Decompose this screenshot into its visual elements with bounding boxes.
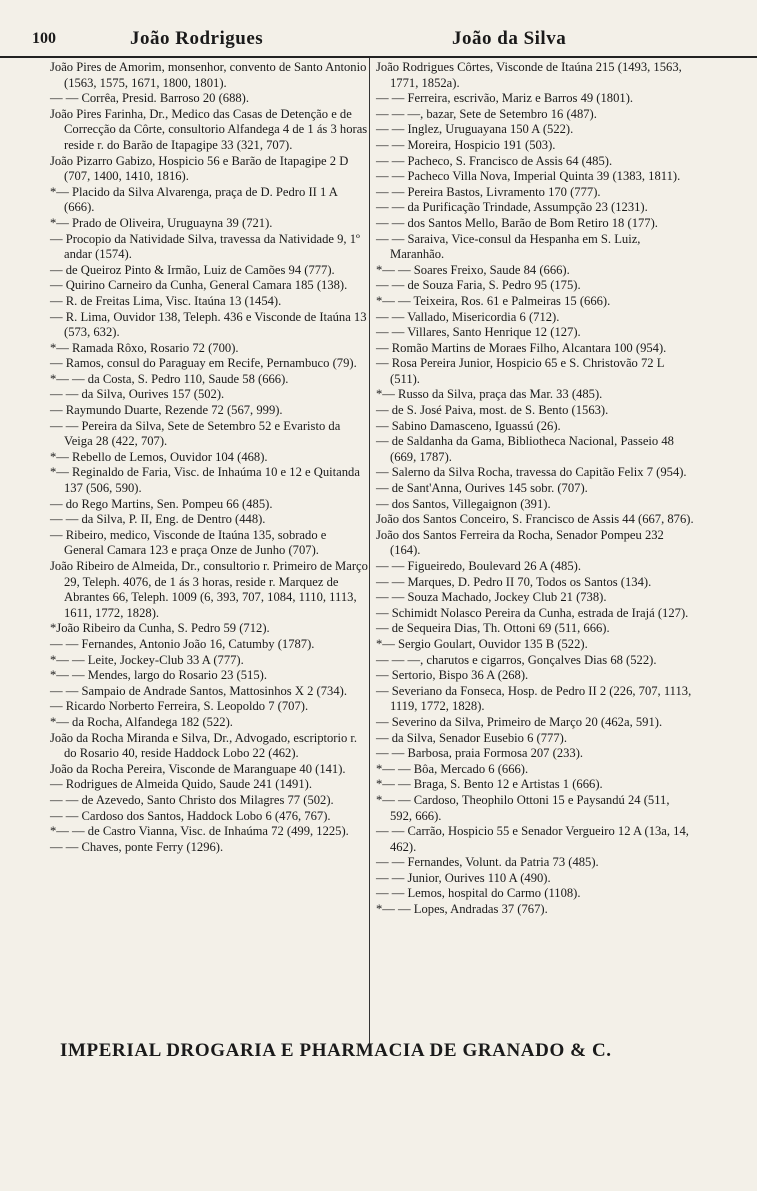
directory-entry: — R. de Freitas Lima, Visc. Itaúna 13 (1454). <box>50 293 282 308</box>
running-header <box>0 14 757 58</box>
directory-entry: *— Russo da Silva, praça das Mar. 33 (485). <box>376 387 603 402</box>
directory-entry: — Ricardo Norberto Ferreira, S. Leopoldo 7 (707). <box>50 699 309 714</box>
directory-entry: — da Silva, Senador Eusebio 6 (777). <box>376 730 567 745</box>
directory-entry: — — Fernandes, Volunt. da Patria 73 (485). <box>376 855 599 870</box>
directory-entry: — Schimidt Nolasco Pereira da Cunha, estrada de Irajá (127). <box>376 605 689 620</box>
directory-entry: — — Souza Machado, Jockey Club 21 (738). <box>376 590 607 605</box>
directory-entry: *— Prado de Oliveira, Uruguayna 39 (721). <box>50 215 273 230</box>
right-column <box>376 60 694 918</box>
directory-entry: — — Pereira Bastos, Livramento 170 (777). <box>376 184 601 199</box>
directory-entry: — Quirino Carneiro da Cunha, General Camara 185 (138). <box>50 278 348 293</box>
directory-entry: — — Moreira, Hospicio 191 (503). <box>376 137 556 152</box>
left-running-title: João Rodrigues <box>130 28 264 49</box>
directory-entry: — R. Lima, Ouvidor 138, Teleph. 436 e Visconde de Itaúna 13 (573, 632). <box>50 309 367 340</box>
directory-entry: — do Rego Martins, Sen. Pompeu 66 (485). <box>50 496 273 511</box>
directory-entry: *— Sergio Goulart, Ouvidor 135 B (522). <box>376 636 588 651</box>
directory-entry: — — Barbosa, praia Formosa 207 (233). <box>376 746 584 761</box>
directory-entry: João Rodrigues Côrtes, Visconde de Itaúna 215 (1493, 1563, 1771, 1852a). <box>376 60 682 90</box>
directory-entry: João Pires de Amorim, monsenhor, convento de Santo Antonio (1563, 1575, 1671, 1800, 1801). <box>50 60 367 90</box>
directory-entry: — Severiano da Fonseca, Hosp. de Pedro II 2 (226, 707, 1113, 1119, 1772, 1828). <box>376 683 692 714</box>
directory-entry: — — Corrêa, Presid. Barroso 20 (688). <box>50 91 250 106</box>
directory-entry: *— da Rocha, Alfandega 182 (522). <box>50 714 233 729</box>
left-column <box>50 60 368 855</box>
directory-entry: *— — Lopes, Andradas 37 (767). <box>376 902 548 917</box>
directory-entry: — dos Santos, Villegaignon (391). <box>376 496 551 511</box>
directory-entry: *— — Bôa, Mercado 6 (666). <box>376 761 529 776</box>
directory-entry: João dos Santos Ferreira da Rocha, Senador Pompeu 232 (164). <box>376 527 664 558</box>
directory-entry: — Raymundo Duarte, Rezende 72 (567, 999). <box>50 403 283 418</box>
directory-entry: — — Villares, Santo Henrique 12 (127). <box>376 325 581 340</box>
directory-entry: — Romão Martins de Moraes Filho, Alcantara 100 (954). <box>376 340 667 355</box>
directory-entry: — — Ferreira, escrivão, Mariz e Barros 49 (1801). <box>376 91 634 106</box>
directory-entry: *— Ramada Rôxo, Rosario 72 (700). <box>50 340 239 355</box>
directory-entry: João Pizarro Gabizo, Hospicio 56 e Barão de Itapagipe 2 D (707, 1400, 1410, 1816). <box>50 153 349 184</box>
directory-entry: — — Sampaio de Andrade Santos, Mattosinhos X 2 (734). <box>50 683 347 698</box>
directory-entry: — de Sequeira Dias, Th. Ottoni 69 (511, 666). <box>376 621 610 636</box>
directory-entry: — — —, charutos e cigarros, Gonçalves Dias 68 (522). <box>376 652 657 667</box>
directory-entry: *— — Teixeira, Ros. 61 e Palmeiras 15 (666). <box>376 293 611 308</box>
directory-entry: *— — Cardoso, Theophilo Ottoni 15 e Paysandú 24 (511, 592, 666). <box>376 792 670 823</box>
directory-entry: *João Ribeiro da Cunha, S. Pedro 59 (712). <box>50 621 270 636</box>
directory-entry-bold: João da Rocha Miranda e Silva, Dr., Advogado, escriptorio r. do Rosario 40, reside Haddock Lobo 22 (462). <box>50 730 358 761</box>
directory-entry: — Ramos, consul do Paraguay em Recife, Pernambuco (79). <box>50 356 357 371</box>
directory-entry: — Rosa Pereira Junior, Hospicio 65 e S. Christovão 72 L (511). <box>376 356 664 386</box>
directory-entry: — de S. José Paiva, most. de S. Bento (1563). <box>376 403 609 418</box>
directory-entry: *— Placido da Silva Alvarenga, praça de D. Pedro II 1 A (666). <box>50 184 338 215</box>
column-divider <box>369 58 370 1053</box>
directory-entry: — Sertorio, Bispo 36 A (268). <box>376 668 529 683</box>
directory-entry: — Procopio da Natividade Silva, travessa da Natividade 9, 1º andar (1574). <box>50 231 360 262</box>
directory-entry: — — da Purificação Trindade, Assumpção 23 (1231). <box>376 200 648 215</box>
directory-entry: — de Queiroz Pinto & Irmão, Luiz de Camões 94 (777). <box>50 262 335 277</box>
directory-entry: *— Rebello de Lemos, Ouvidor 104 (468). <box>50 449 268 464</box>
directory-entry: — de Sant'Anna, Ourives 145 sobr. (707). <box>376 481 588 496</box>
directory-entry: *— — Mendes, largo do Rosario 23 (515). <box>50 668 267 683</box>
directory-entry: — — Figueiredo, Boulevard 26 A (485). <box>376 559 581 573</box>
directory-entry: — — Cardoso dos Santos, Haddock Lobo 6 (476, 767). <box>50 808 331 823</box>
directory-entry: *— — de Castro Vianna, Visc. de Inhaúma 72 (499, 1225). <box>50 824 349 839</box>
directory-entry: — — Lemos, hospital do Carmo (1108). <box>376 886 581 901</box>
directory-entry: *— Reginaldo de Faria, Visc. de Inhaúma 10 e 12 e Quitanda 137 (506, 590). <box>50 465 360 496</box>
directory-entry: João da Rocha Pereira, Visconde de Maranguape 40 (141). <box>50 761 346 776</box>
directory-entry: — — Marques, D. Pedro II 70, Todos os Santos (134). <box>376 574 652 589</box>
directory-entry: — — Vallado, Misericordia 6 (712). <box>376 309 560 324</box>
directory-entry: — — Carrão, Hospicio 55 e Senador Vergueiro 12 A (13a, 14, 462). <box>376 824 689 854</box>
directory-entry: — — de Souza Faria, S. Pedro 95 (175). <box>376 278 581 293</box>
directory-entry: — — Inglez, Uruguayana 150 A (522). <box>376 122 574 137</box>
directory-entry: — Severino da Silva, Primeiro de Março 20 (462a, 591). <box>376 714 663 729</box>
directory-entry: — — Chaves, ponte Ferry (1296). <box>50 839 224 854</box>
directory-entry: *— — Soares Freixo, Saude 84 (666). <box>376 262 570 277</box>
directory-entry: — Ribeiro, medico, Visconde de Itaúna 135, sobrado e General Camara 123 e praça Onze de Junho (707). <box>50 527 327 558</box>
directory-entry: — — Pacheco Villa Nova, Imperial Quinta 39 (1383, 1811). <box>376 169 681 184</box>
directory-entry: — — Pereira da Silva, Sete de Setembro 52 e Evaristo da Veiga 28 (422, 707). <box>50 418 341 449</box>
directory-entry: — — de Azevedo, Santo Christo dos Milagres 77 (502). <box>50 792 334 807</box>
right-running-title: João da Silva <box>452 28 567 49</box>
directory-entry: *— — Leite, Jockey-Club 33 A (777). <box>50 652 244 667</box>
directory-entry: *— — Braga, S. Bento 12 e Artistas 1 (666). <box>376 777 603 792</box>
directory-entry: — — Fernandes, Antonio João 16, Catumby (1787). <box>50 636 315 651</box>
directory-entry: — — —, bazar, Sete de Setembro 16 (487). <box>376 106 597 121</box>
directory-entry: — — da Silva, P. II, Eng. de Dentro (448). <box>50 512 266 527</box>
directory-entry: — — Saraiva, Vice-consul da Hespanha em S. Luiz, Maranhão. <box>376 231 641 262</box>
directory-entry: — de Saldanha da Gama, Bibliotheca Nacional, Passeio 48 (669, 1787). <box>376 434 674 464</box>
directory-entry: — — dos Santos Mello, Barão de Bom Retiro 18 (177). <box>376 215 658 230</box>
directory-entry: — Rodrigues de Almeida Quido, Saude 241 (1491). <box>50 777 312 792</box>
directory-entry: — — Junior, Ourives 110 A (490). <box>376 870 551 885</box>
directory-entry-bold: João Pires Farinha, Dr., Medico das Casas de Detenção e de Correcção da Côrte, consultorio Alfandega 4 de 1 ás 3 horas reside r. do Barão de Itapagipe 33 (321, 707). <box>50 106 368 152</box>
directory-entry: *— — da Costa, S. Pedro 110, Saude 58 (666). <box>50 371 289 386</box>
directory-entry-bold: João dos Santos Conceiro, S. Francisco de Assis 44 (667, 876). <box>376 512 694 527</box>
directory-entry-bold: João Ribeiro de Almeida, Dr., consultorio r. Primeiro de Março 29, Teleph. 4076, de 1 ás 3 horas, reside r. Marquez de Abrantes 66, Teleph. 1009 (6, 393, 707, 1084, 1110, 1113, 1611, 1772, 1828). <box>50 559 368 620</box>
page-number: 100 <box>32 30 56 47</box>
directory-entry: — — Pacheco, S. Francisco de Assis 64 (485). <box>376 153 613 168</box>
footer-advert: IMPERIAL DROGARIA E PHARMACIA DE GRANADO & C. <box>60 1040 612 1061</box>
directory-entry: — Sabino Damasceno, Iguassú (26). <box>376 418 561 433</box>
directory-entry: — Salerno da Silva Rocha, travessa do Capitão Felix 7 (954). <box>376 465 687 480</box>
directory-entry: — — da Silva, Ourives 157 (502). <box>50 387 225 402</box>
